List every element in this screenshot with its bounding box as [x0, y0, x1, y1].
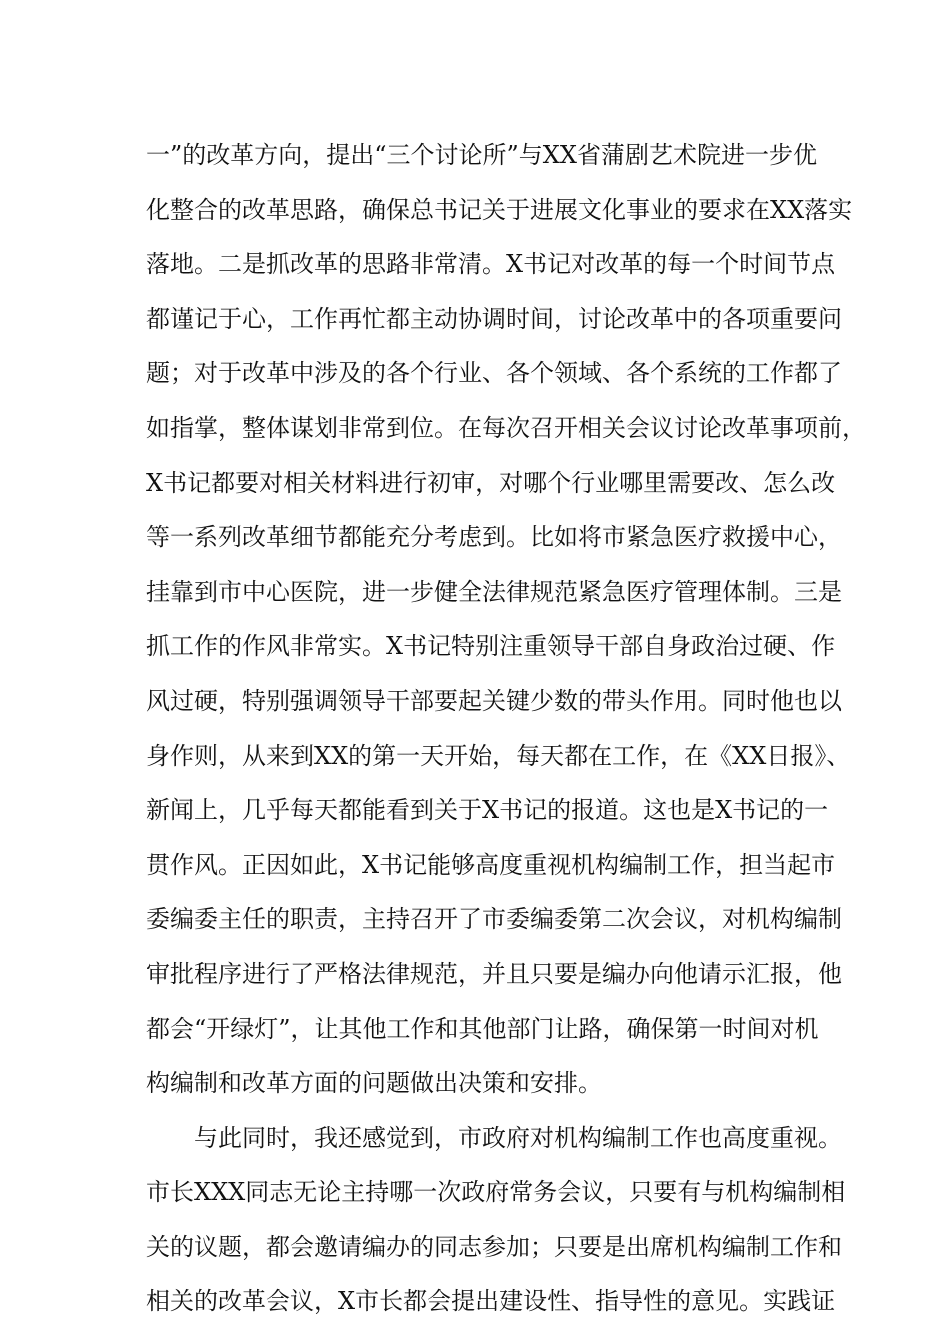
text-line: 新闻上，几乎每天都能看到关于X书记的报道。这也是X书记的一	[146, 796, 829, 825]
text-line: 身作则，从来到XX的第一天开始，每天都在工作，在《XX日报》、	[146, 741, 851, 770]
text-line: 抓工作的作风非常实。X书记特别注重领导干部自身政治过硬、作	[146, 632, 836, 661]
text-line: 委编委主任的职责，主持召开了市委编委第二次会议，对机构编制	[146, 905, 842, 934]
text-line: 都谨记于心，工作再忙都主动协调时间，讨论改革中的各项重要问	[146, 304, 842, 333]
text-line: 化整合的改革思路，确保总书记关于进展文化事业的要求在XX落实	[146, 195, 853, 224]
text-line: 贯作风。正因如此，X书记能够高度重视机构编制工作，担当起市	[146, 850, 836, 879]
text-line: 构编制和改革方面的问题做出决策和安排。	[146, 1069, 602, 1098]
paragraph-start-line: 与此同时，我还感觉到，市政府对机构编制工作也高度重视。	[194, 1123, 842, 1152]
text-line: 风过硬，特别强调领导干部要起关键少数的带头作用。同时他也以	[146, 686, 842, 715]
text-line: 落地。二是抓改革的思路非常清。X书记对改革的每一个时间节点	[146, 250, 836, 279]
text-line: 题；对于改革中涉及的各个行业、各个领域、各个系统的工作都了	[146, 359, 842, 388]
text-line: 都会“开绿灯”，让其他工作和其他部门让路，确保第一时间对机	[146, 1014, 819, 1043]
text-line: 审批程序进行了严格法律规范，并且只要是编办向他请示汇报，他	[146, 959, 842, 988]
text-line: 关的议题，都会邀请编办的同志参加；只要是出席机构编制工作和	[146, 1232, 842, 1261]
text-line: 一”的改革方向，提出“三个讨论所”与XX省蒲剧艺术院进一步优	[146, 141, 817, 169]
text-line: 如指掌，整体谋划非常到位。在每次召开相关会议讨论改革事项前，	[146, 413, 866, 442]
text-line: 市长XXX同志无论主持哪一次政府常务会议，只要有与机构编制相	[146, 1178, 846, 1207]
text-line: 相关的改革会议，X市长都会提出建设性、指导性的意见。实践证	[146, 1287, 836, 1316]
text-line: 挂靠到市中心医院，进一步健全法律规范紧急医疗管理体制。三是	[146, 577, 842, 606]
text-line: X书记都要对相关材料进行初审，对哪个行业哪里需要改、怎么改	[146, 468, 836, 497]
body-text	[146, 128, 866, 1329]
text-line: 等一系列改革细节都能充分考虑到。比如将市紧急医疗救援中心，	[146, 523, 842, 552]
